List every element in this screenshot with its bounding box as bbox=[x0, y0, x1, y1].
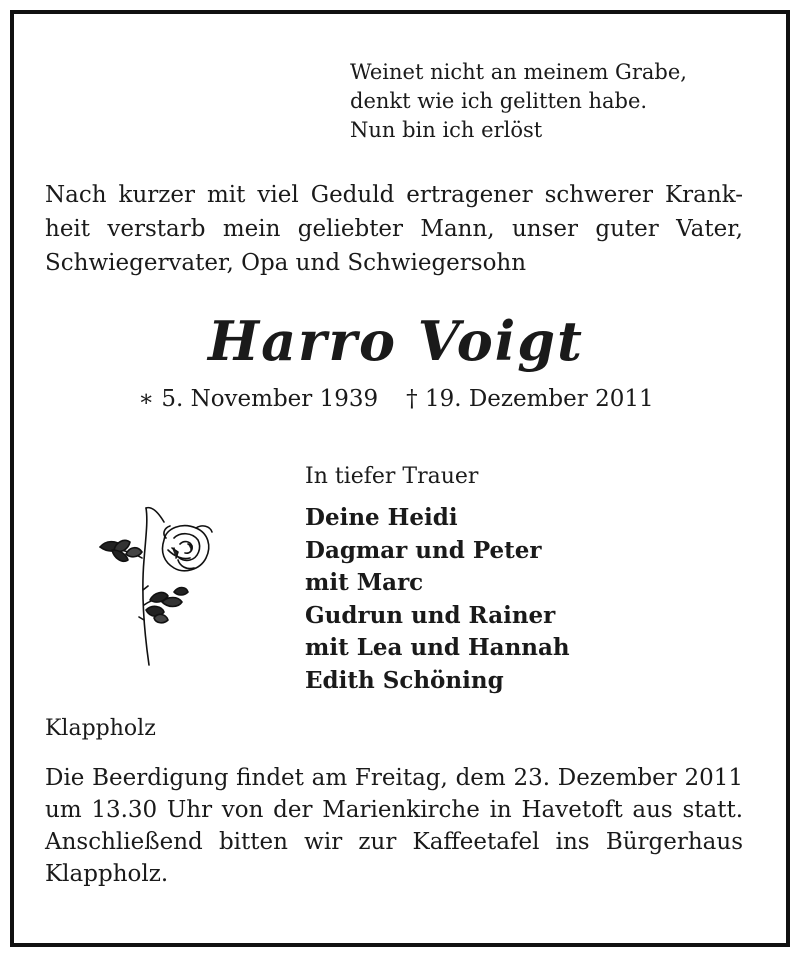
funeral-line: um 13.30 Uhr von der Marienkirche in Havetoft aus statt. bbox=[45, 797, 743, 823]
mourner-name: Gudrun und Rainer bbox=[305, 601, 556, 629]
motto-verse bbox=[350, 58, 687, 145]
funeral-line: Die Beerdigung findet am Freitag, dem 23. Dezember 2011 bbox=[45, 765, 743, 791]
intro-line: heit verstarb mein geliebter Mann, unser guter Vater, bbox=[45, 216, 743, 242]
funeral-info bbox=[45, 762, 743, 890]
mourner-name: mit Marc bbox=[305, 569, 424, 596]
intro-line: Nach kurzer mit viel Geduld ertragener schwerer Krank- bbox=[45, 182, 743, 208]
mourner-name: Deine Heidi bbox=[305, 504, 458, 531]
mourner-name: Edith Schöning bbox=[305, 666, 504, 694]
life-dates bbox=[0, 382, 792, 416]
place-name: Klappholz bbox=[45, 716, 156, 741]
funeral-line: Klappholz. bbox=[45, 861, 169, 887]
mourner-name: Dagmar und Peter bbox=[305, 536, 542, 564]
rose-icon bbox=[94, 500, 224, 670]
motto-line: denkt wie ich gelitten habe. bbox=[350, 89, 648, 113]
mourners-list bbox=[305, 502, 570, 697]
intro-text bbox=[45, 178, 743, 280]
birth-date: ∗ 5. November 1939 bbox=[138, 386, 379, 412]
motto-line: Nun bin ich erlöst bbox=[350, 118, 543, 142]
death-date: † 19. Dezember 2011 bbox=[406, 386, 654, 412]
motto-line: Weinet nicht an meinem Grabe, bbox=[350, 60, 687, 84]
mourning-heading: In tiefer Trauer bbox=[305, 464, 479, 489]
deceased-name: Harro Voigt bbox=[208, 309, 584, 373]
mourner-name: mit Lea und Hannah bbox=[305, 634, 570, 661]
funeral-line: Anschließend bitten wir zur Kaffeetafel ins Bürgerhaus bbox=[45, 829, 743, 855]
intro-line: Schwiegervater, Opa und Schwiegersohn bbox=[45, 250, 527, 276]
